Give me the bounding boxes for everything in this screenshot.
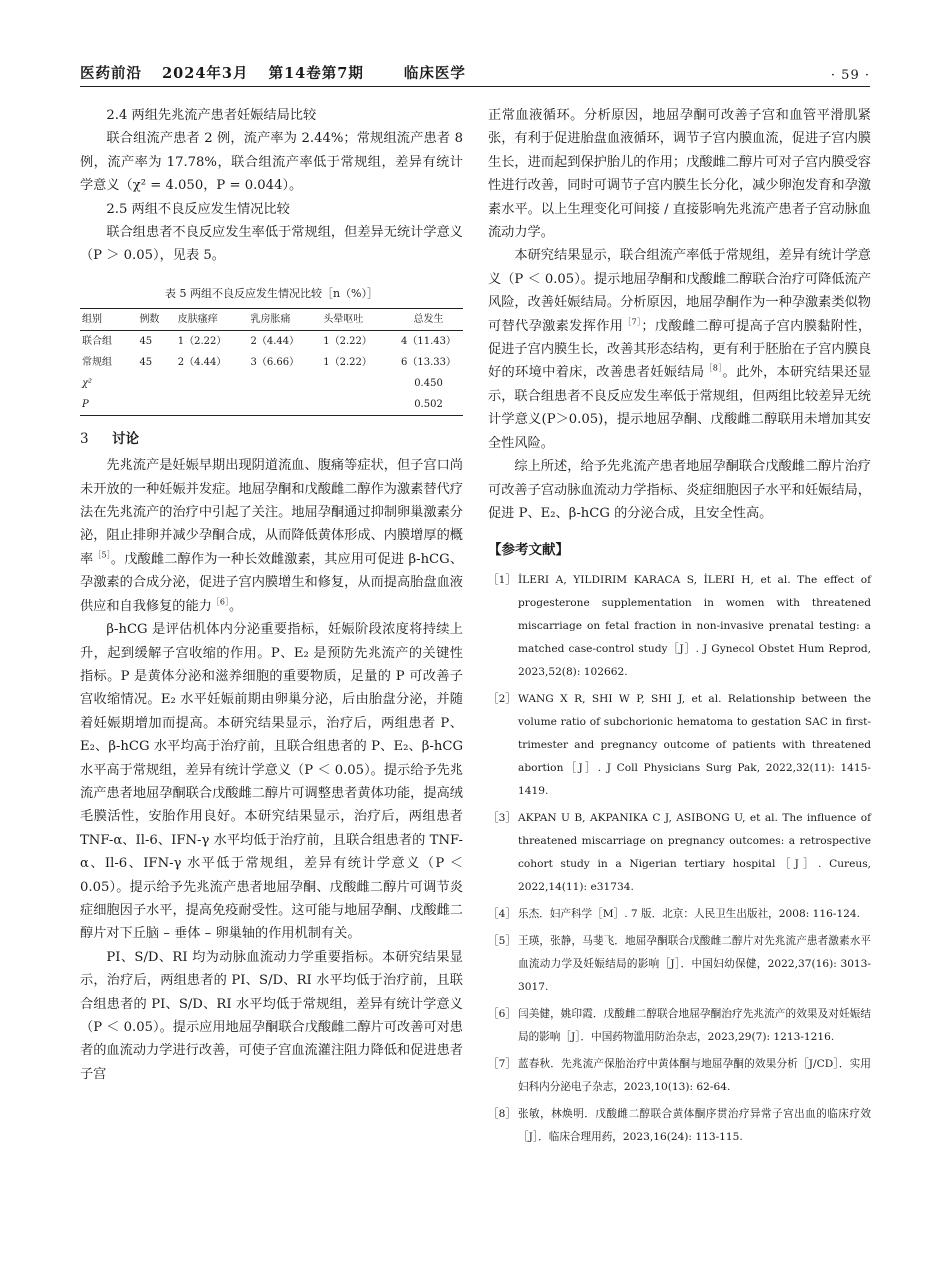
table-cell: 3（6.66） bbox=[250, 356, 300, 368]
reference-text: 闫美健，姚印霞．戊酸雌二醇联合地屈孕酮治疗先兆流产的效果及对妊娠结局的影响［J］．中国药物滥用防治杂志，2023,29(7): 1213-1216. bbox=[518, 1007, 871, 1043]
issue-date: 2024年3月 bbox=[162, 65, 249, 82]
table-cell: 0.502 bbox=[414, 398, 443, 410]
table-cell: 4（11.43） bbox=[401, 335, 457, 347]
discussion-paragraph-2: β-hCG 是评估机体内分泌重要指标，妊娠阶段浓度将持续上升，起到缓解子宫收缩的作用。P、E₂ 是预防先兆流产的关键性指标。P 是黄体分泌和滋养细胞的重要物质，足量的 P 可改善子宫收缩情况。E₂ 水平妊娠前期由卵巢分泌，后由胎盘分泌，并随着妊娠期增加而提高。本研究结果显示，治疗后，两组患者 P、E₂、β-hCG 水平均高于治疗前，且联合组患者的 P、E₂、β-hCG 水平高于常规组，差异有统计学意义（P ＜ 0.05）。提示给予先兆流产患者地屈孕酮联合戊酸雌二醇片可调整患者黄体功能，提高绒毛膜活性，安胎作用良好。本研究结果显示，治疗后，两组患者 TNF-α、Il-6、IFN-γ 水平均低于治疗前，且联合组患者的 TNF-α、Il-6、IFN-γ 水平低于常规组，差异有统计学意义（P ＜ 0.05）。提示给予先兆流产患者地屈孕酮、戊酸雌二醇片可调节炎症细胞因子水平，提高免疫耐受性。这可能与地屈孕酮、戊酸雌二醇片对下丘脑 – 垂体 – 卵巢轴的作用机制有关。 bbox=[80, 622, 463, 942]
reference-text: WANG X R, SHI W P, SHI J, et al. Relationship between the volume ratio of subchorionic hematoma to gestation SAC in first-trimester and pregnancy outcome of patients with threatened abortion［J］. J Coll Physicians Surg Pak, 2022,32(11): 1415-1419. bbox=[518, 692, 871, 797]
conclusion-paragraph: 综上所述，给予先兆流产患者地屈孕酮联合戊酸雌二醇片治疗可改善子宫动脉血流动力学指标、炎症细胞因子水平和妊娠结局，促进 P、E₂、β-hCG 的分泌合成，且安全性高。 bbox=[488, 459, 871, 521]
reference-item bbox=[488, 688, 871, 803]
table-cell bbox=[321, 394, 394, 416]
reference-index: ［8］ bbox=[488, 1107, 516, 1120]
references-heading: 【参考文献】 bbox=[488, 542, 569, 559]
section-3-heading bbox=[80, 428, 463, 451]
discussion-paragraph-4 bbox=[488, 244, 871, 455]
discussion-paragraph-3-cont: 正常血液循环。分析原因，地屈孕酮可改善子宫和血管平滑肌紧张，有利于促进胎盘血液循环，调节子宫内膜血流，促进子宫内膜生长，进而起到保护胎儿的作用；戊酸雌二醇片可对子宫内膜受容性进行改善，同时可调节子宫内膜生长分化，减少卵泡发育和孕激素水平。以上生理变化可间接 / 直接影响先兆流产患者子宫动脉血流动力学。 bbox=[488, 108, 871, 241]
table-cell: 常规组 bbox=[82, 356, 112, 368]
table-cell: 联合组 bbox=[82, 335, 112, 347]
reference-item bbox=[488, 930, 871, 999]
table-cell: P bbox=[82, 398, 89, 410]
reference-text: İLERI A, YILDIRIM KARACA S, İLERI H, et al. The effect of progesterone supplementation in women with threatened miscarriage on fetal fraction in non-invasive prenatal testing: a matched case-control study［J］. J Gynecol Obstet Hum Reprod, 2023,52(8): 102662. bbox=[518, 573, 871, 678]
table-cell: χ² bbox=[82, 377, 93, 389]
reference-text: AKPAN U B, AKPANIKA C J, ASIBONG U, et al. The influence of threatened miscarriage on pregnancy outcomes: a retrospective cohort study in a Nigerian tertiary hospital［J］. Cureus, 2022,14(11): e31734. bbox=[518, 811, 871, 893]
citation: ［6］ bbox=[211, 597, 229, 607]
reference-text: 蓝春秋．先兆流产保胎治疗中黄体酮与地屈孕酮的效果分析［J/CD］．实用妇科内分泌电子杂志，2023,10(13): 62-64. bbox=[518, 1057, 871, 1093]
section-3-number: 3 bbox=[80, 430, 89, 447]
table-header-cell: 头晕呕吐 bbox=[323, 313, 364, 325]
table-cell: 6（13.33） bbox=[401, 356, 457, 368]
table-cell bbox=[321, 373, 394, 394]
discussion-text: 先兆流产是妊娠早期出现阴道流血、腹痛等症状，但子宫口尚未开放的一种妊娠并发症。地屈孕酮和戊酸雌二醇作为激素替代疗法在先兆流产的治疗中引起了关注。地屈孕酮通过抑制卵巢激素分泌，阻止排卵并减少孕酮合成，从而降低黄体形成、内膜增厚的概率 bbox=[80, 458, 463, 567]
table-5-caption: 表 5 两组不良反应发生情况比较［n（%）］ bbox=[164, 286, 379, 300]
table-cell: 45 bbox=[139, 356, 153, 368]
discussion-text: 。戊酸雌二醇作为一种长效雌激素，其应用可促进 β-hCG、孕激素的合成分泌，促进子宫内膜增生和修复，从而提高胎盘血液供应和自我修复的能力 bbox=[80, 551, 464, 614]
reference-item bbox=[488, 903, 871, 926]
reference-index: ［4］ bbox=[488, 907, 516, 920]
section-2-4-text: 联合组流产患者 2 例，流产率为 2.44%；常规组流产患者 8 例，流产率为 17.78%，联合组流产率低于常规组，差异有统计学意义（χ² = 4.050，P = 0.044）。 bbox=[80, 131, 463, 194]
table-row bbox=[80, 394, 463, 416]
reference-index: ［5］ bbox=[488, 934, 516, 947]
table-cell bbox=[176, 373, 249, 394]
discussion-text: 本研究结果显示，联合组流产率低于常规组，差异有统计学意义（P ＜ 0.05）。提示地屈孕酮和戊酸雌二醇联合治疗可降低流产风险，改善妊娠结局。分析原因，地屈孕酮作为一种孕激素类似物可替代孕激素发挥作用 bbox=[488, 248, 871, 334]
running-header bbox=[80, 58, 870, 87]
discussion-paragraph-1 bbox=[80, 454, 463, 618]
reference-text: 乐杰．妇产科学［M］. 7 版．北京：人民卫生出版社，2008: 116-124. bbox=[518, 907, 861, 920]
reference-index: ［6］ bbox=[488, 1007, 516, 1020]
table-header-cell: 皮肤瘙痒 bbox=[177, 313, 218, 325]
table-row bbox=[80, 330, 463, 352]
table-cell: 0.450 bbox=[414, 377, 443, 389]
table-cell: 1（2.22） bbox=[323, 335, 372, 347]
table-cell bbox=[249, 394, 322, 416]
reference-list bbox=[488, 569, 871, 1149]
reference-item bbox=[488, 1103, 871, 1149]
table-cell bbox=[137, 394, 175, 416]
discussion-text: ；戊酸雌二醇可提高子宫内膜黏附性，促进子宫内膜生长，改善其形态结构，更有利于胚胎在子宫内膜良好的环境中着床，改善患者妊娠结局 bbox=[488, 318, 872, 381]
table-cell: 2（4.44） bbox=[250, 335, 300, 347]
section-2-4-title: 2.4 两组先兆流产患者妊娠结局比较 bbox=[106, 108, 317, 123]
table-cell: 1（2.22） bbox=[323, 356, 372, 368]
journal-name: 医药前沿 bbox=[80, 65, 142, 82]
table-header-cell: 例数 bbox=[139, 313, 160, 325]
reference-index: ［7］ bbox=[488, 1057, 516, 1070]
right-column bbox=[488, 104, 871, 1153]
reference-text: 王瑛，张静，马斐飞．地屈孕酮联合戊酸雌二醇片对先兆流产患者激素水平血流动力学及妊娠结局的影响［J］．中国妇幼保健，2022,37(16): 3013-3017. bbox=[518, 934, 871, 993]
reference-text: 张敏，林焕明．戊酸雌二醇联合黄体酮序贯治疗异常子宫出血的临床疗效［J］．临床合理用药，2023,16(24): 113-115. bbox=[518, 1107, 871, 1143]
volume-issue: 第14卷第7期 bbox=[268, 65, 364, 82]
table-cell: 1（2.22） bbox=[177, 335, 227, 347]
table-header-cell: 乳房胀痛 bbox=[250, 313, 291, 325]
table-cell: 2（4.44） bbox=[177, 356, 227, 368]
reference-item bbox=[488, 1053, 871, 1099]
reference-index: ［1］ bbox=[488, 573, 516, 586]
table-header-cell: 组别 bbox=[82, 313, 102, 325]
table-cell: 45 bbox=[139, 335, 153, 347]
reference-index: ［3］ bbox=[488, 811, 516, 824]
reference-item bbox=[488, 1003, 871, 1049]
table-row bbox=[80, 373, 463, 394]
citation: ［5］ bbox=[93, 550, 111, 560]
table-row bbox=[80, 352, 463, 373]
discussion-paragraph-3: PI、S/D、RI 均为动脉血流动力学重要指标。本研究结果显示，治疗后，两组患者的 PI、S/D、RI 水平均低于治疗前，且联合组患者的 PI、S/D、RI 水平均低于常规组，差异有统计学意义（P ＜ 0.05）。提示应用地屈孕酮联合戊酸雌二醇片可改善可对患者的血流动力学进行改善，可使子宫血流灌注阻力降低和促进患者子宫 bbox=[80, 949, 463, 1082]
left-column bbox=[80, 104, 463, 1086]
table-header-row bbox=[80, 308, 463, 330]
discussion-text: 。此外，本研究结果还显示，联合组患者不良反应发生率低于常规组，但两组比较差异无统计学意义(P＞0.05)，提示地屈孕酮、戊酸雌二醇联用未增加其安全性风险。 bbox=[488, 365, 872, 451]
section-name: 临床医学 bbox=[403, 65, 466, 82]
citation: ［8］ bbox=[704, 364, 723, 374]
citation: ［7］ bbox=[623, 317, 642, 327]
table-cell bbox=[137, 373, 175, 394]
reference-index: ［2］ bbox=[488, 692, 516, 705]
section-2-5-text: 联合组患者不良反应发生率低于常规组，但差异无统计学意义（P ＞ 0.05），见表 5。 bbox=[80, 225, 463, 264]
table-header-cell: 总发生 bbox=[413, 313, 444, 325]
table-cell bbox=[176, 394, 249, 416]
discussion-text: 。 bbox=[228, 598, 243, 614]
table-cell bbox=[249, 373, 322, 394]
section-3-title: 讨论 bbox=[112, 430, 139, 447]
section-2-5-title: 2.5 两组不良反应发生情况比较 bbox=[106, 201, 290, 217]
reference-item bbox=[488, 807, 871, 899]
table-5 bbox=[80, 308, 463, 416]
reference-item bbox=[488, 569, 871, 684]
page-number: · 59 · bbox=[830, 68, 870, 83]
